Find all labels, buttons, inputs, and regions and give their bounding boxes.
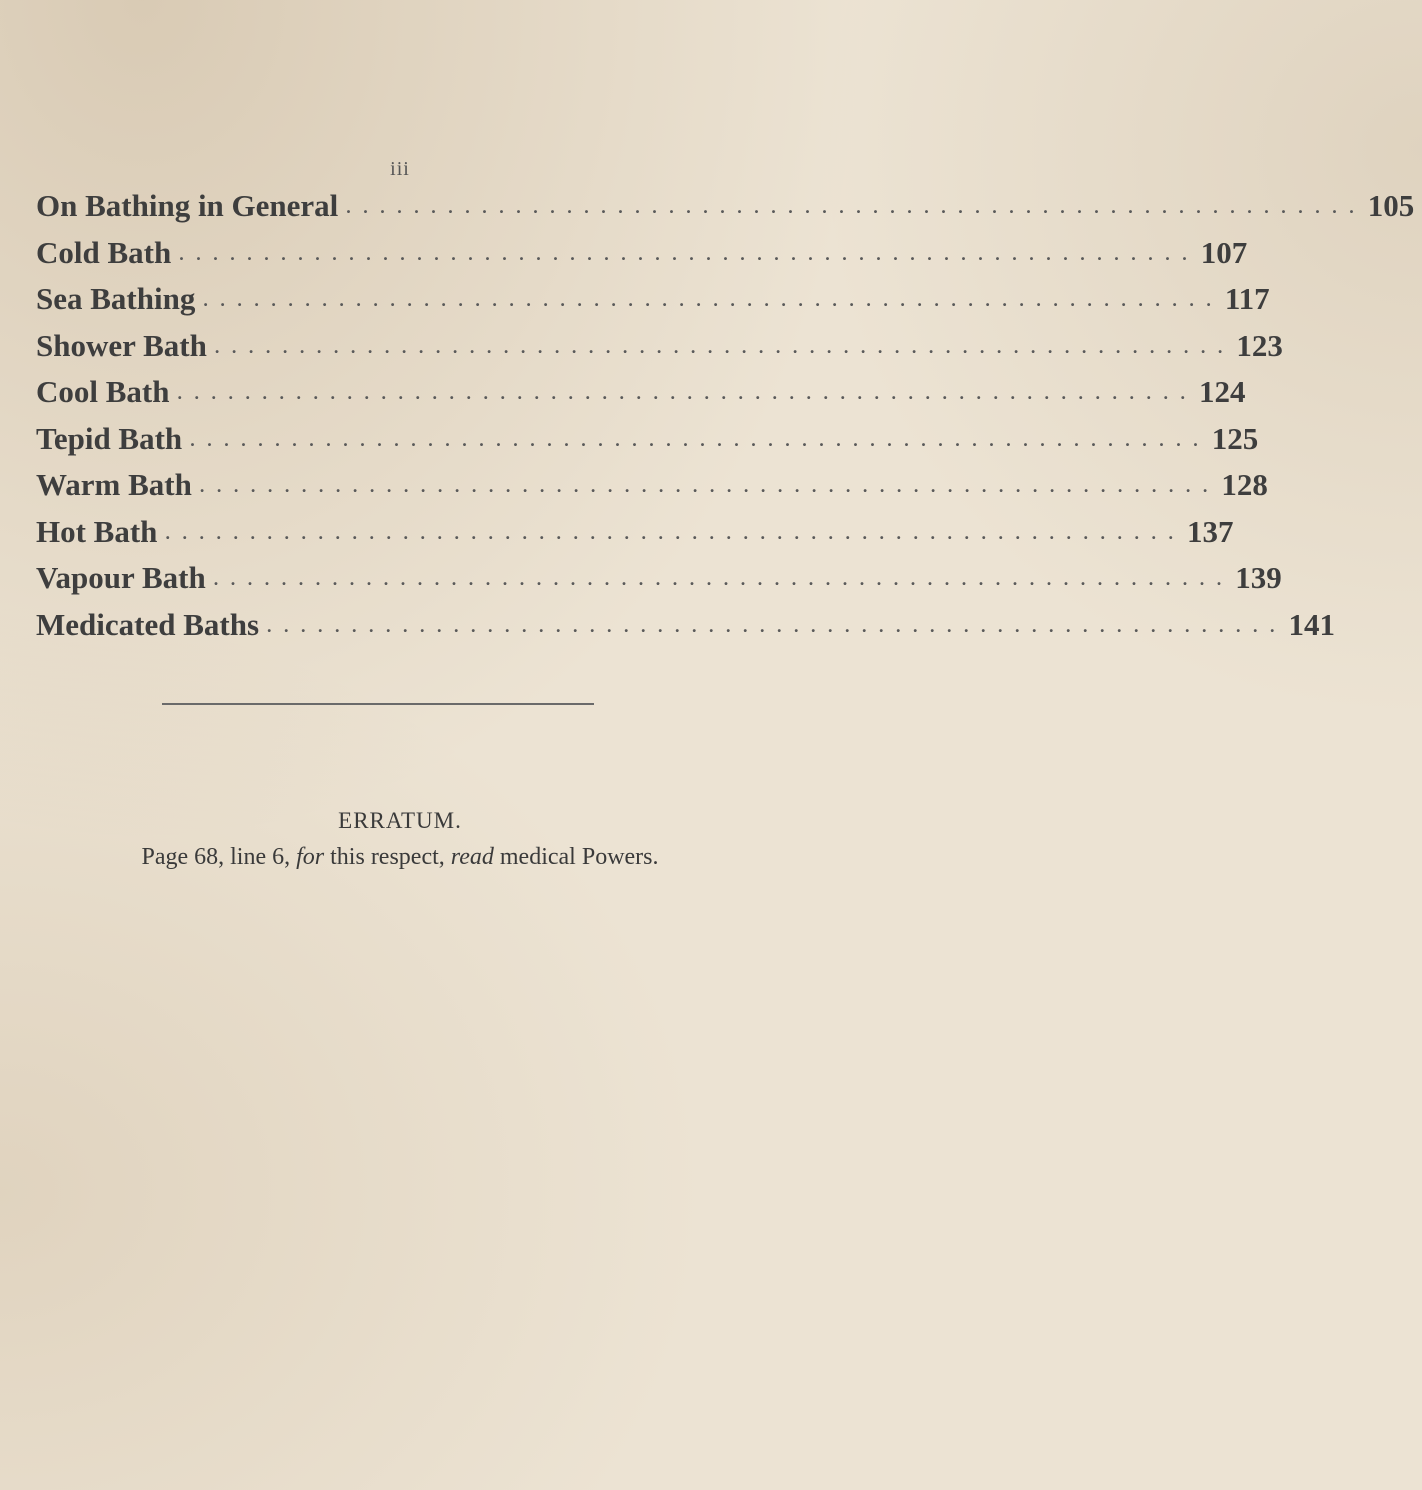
toc-entry bbox=[36, 327, 1283, 375]
toc-entry bbox=[36, 606, 1336, 654]
table-of-contents bbox=[36, 188, 1415, 653]
erratum-correction: medical Powers. bbox=[499, 844, 659, 870]
toc-entry bbox=[36, 281, 1270, 328]
toc-entry-title: Sea Bathing bbox=[36, 281, 196, 316]
dot-leader: . . . . . . . . . . . . . . . . . . . . . . . . . . . . . . . . . . . . . . . . . . . . . . . . . . . . . . . . . . . . bbox=[190, 429, 1202, 450]
toc-entry-title: Hot Bath bbox=[36, 513, 158, 549]
toc-entry-title: Vapour Bath bbox=[36, 560, 206, 595]
toc-entry-title: On Bathing in General bbox=[36, 188, 339, 223]
toc-entry bbox=[36, 234, 1248, 282]
toc-entry bbox=[36, 188, 1415, 235]
toc-entry-page: 123 bbox=[1236, 327, 1283, 363]
dot-leader: . . . . . . . . . . . . . . . . . . . . . . . . . . . . . . . . . . . . . . . . . . . . . . . . . . . . . . . . . . . . bbox=[177, 383, 1189, 403]
dot-leader: . . . . . . . . . . . . . . . . . . . . . . . . . . . . . . . . . . . . . . . . . . . . . . . . . . . . . . . . . . . . bbox=[346, 197, 1358, 217]
toc-entry-title: Warm Bath bbox=[36, 467, 192, 502]
toc-entry-title: Shower Bath bbox=[36, 327, 207, 363]
erratum-text bbox=[0, 844, 800, 871]
toc-entry bbox=[36, 560, 1282, 607]
toc-entry-page: 137 bbox=[1186, 513, 1234, 549]
dot-leader: . . . . . . . . . . . . . . . . . . . . . . . . . . . . . . . . . . . . . . . . . . . . . . . . . . . . . . . . . . . . bbox=[203, 290, 1215, 310]
erratum-read-word: read bbox=[450, 844, 494, 870]
dot-leader: . . . . . . . . . . . . . . . . . . . . . . . . . . . . . . . . . . . . . . . . . . . . . . . . . . . . . . . . . . . . bbox=[213, 569, 1226, 589]
toc-entry bbox=[36, 513, 1234, 561]
toc-entry-page: 125 bbox=[1211, 420, 1259, 456]
toc-entry-title: Cool Bath bbox=[36, 374, 170, 409]
toc-entry-page: 105 bbox=[1367, 188, 1415, 223]
dot-leader: . . . . . . . . . . . . . . . . . . . . . . . . . . . . . . . . . . . . . . . . . . . . . . . . . . . . . . . . . . . . bbox=[267, 615, 1279, 636]
erratum-original: this respect, bbox=[330, 844, 445, 870]
erratum-for-word: for bbox=[296, 844, 325, 870]
dot-leader: . . . . . . . . . . . . . . . . . . . . . . . . . . . . . . . . . . . . . . . . . . . . . . . . . . . . . . . . . . . . bbox=[179, 243, 1191, 264]
toc-entry bbox=[36, 420, 1259, 468]
erratum-heading: ERRATUM. bbox=[338, 808, 462, 833]
toc-entry bbox=[36, 374, 1246, 421]
toc-entry-page: 117 bbox=[1224, 281, 1270, 316]
toc-entry-title: Cold Bath bbox=[36, 234, 172, 270]
toc-entry-page: 124 bbox=[1199, 374, 1246, 409]
toc-entry-page: 107 bbox=[1200, 234, 1248, 270]
toc-entry-page: 128 bbox=[1221, 467, 1268, 502]
dot-leader: . . . . . . . . . . . . . . . . . . . . . . . . . . . . . . . . . . . . . . . . . . . . . . . . . . . . . . . . . . . . bbox=[165, 522, 1177, 543]
dot-leader: . . . . . . . . . . . . . . . . . . . . . . . . . . . . . . . . . . . . . . . . . . . . . . . . . . . . . . . . . . . . bbox=[199, 476, 1212, 496]
page-number: iii bbox=[390, 158, 410, 180]
toc-entry bbox=[36, 467, 1268, 514]
erratum-location: Page 68, line 6, bbox=[141, 844, 291, 870]
section-divider bbox=[162, 703, 594, 705]
dot-leader: . . . . . . . . . . . . . . . . . . . . . . . . . . . . . . . . . . . . . . . . . . . . . . . . . . . . . . . . . . . . bbox=[214, 336, 1227, 357]
toc-entry-title: Medicated Baths bbox=[36, 606, 260, 642]
toc-entry-page: 139 bbox=[1235, 560, 1282, 595]
toc-entry-title: Tepid Bath bbox=[36, 420, 183, 456]
toc-entry-page: 141 bbox=[1288, 606, 1336, 642]
